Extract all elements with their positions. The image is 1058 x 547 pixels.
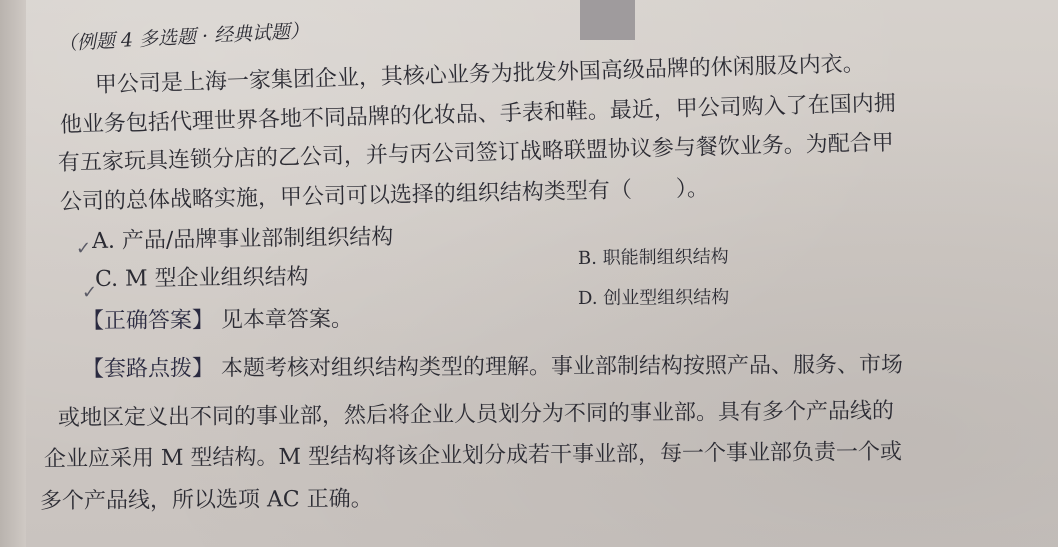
question-line-4: 公司的总体战略实施，甲公司可以选择的组织结构类型有（ ）。 — [59, 176, 710, 215]
explanation-line-4: 多个产品线，所以选项 AC 正确。 — [39, 486, 373, 514]
option-c: C. M 型企业组织结构 — [94, 264, 309, 292]
question-line-3: 有五家玩具连锁分店的乙公司，并与丙公司签订战略联盟协议参与餐饮业务。为配合甲 — [57, 130, 895, 176]
answer-line — [82, 306, 353, 336]
explanation-line-1 — [82, 352, 903, 384]
question-line-1: 甲公司是上海一家集团企业，其核心业务为批发外国高级品牌的休闲服及内衣。 — [94, 51, 866, 98]
page-binding-shadow — [0, 0, 26, 547]
answer-text: 见本章答案。 — [220, 307, 354, 334]
option-a: A. 产品/品牌事业部制组织结构 — [91, 224, 394, 254]
question-header: （例题 4 多选题 · 经典试题） — [57, 19, 310, 55]
explanation-line-2: 或地区定义出不同的事业部，然后将企业人员划分为不同的事业部。具有多个产品线的 — [57, 398, 895, 431]
page-tab-marker — [580, 0, 635, 40]
explanation-tag: 【套路点拨】 — [81, 356, 215, 382]
checkmark-c-icon: ✓ — [82, 282, 98, 303]
option-b: B. 职能制组织结构 — [577, 246, 729, 269]
question-line-2: 他业务包括代理世界各地不同品牌的化妆品、手表和鞋。最近，甲公司购入了在国内拥 — [59, 91, 897, 138]
answer-tag: 【正确答案】 — [81, 308, 215, 334]
explanation-line-3: 企业应采用 M 型结构。M 型结构将该企业划分成若干事业部，每一个事业部负责一个或 — [43, 439, 903, 472]
checkmark-a-icon: ✓ — [76, 238, 92, 259]
explanation-text-1: 本题考核对组织结构类型的理解。事业部制结构按照产品、服务、市场 — [220, 352, 904, 382]
option-d: D. 创业型组织结构 — [577, 286, 730, 309]
